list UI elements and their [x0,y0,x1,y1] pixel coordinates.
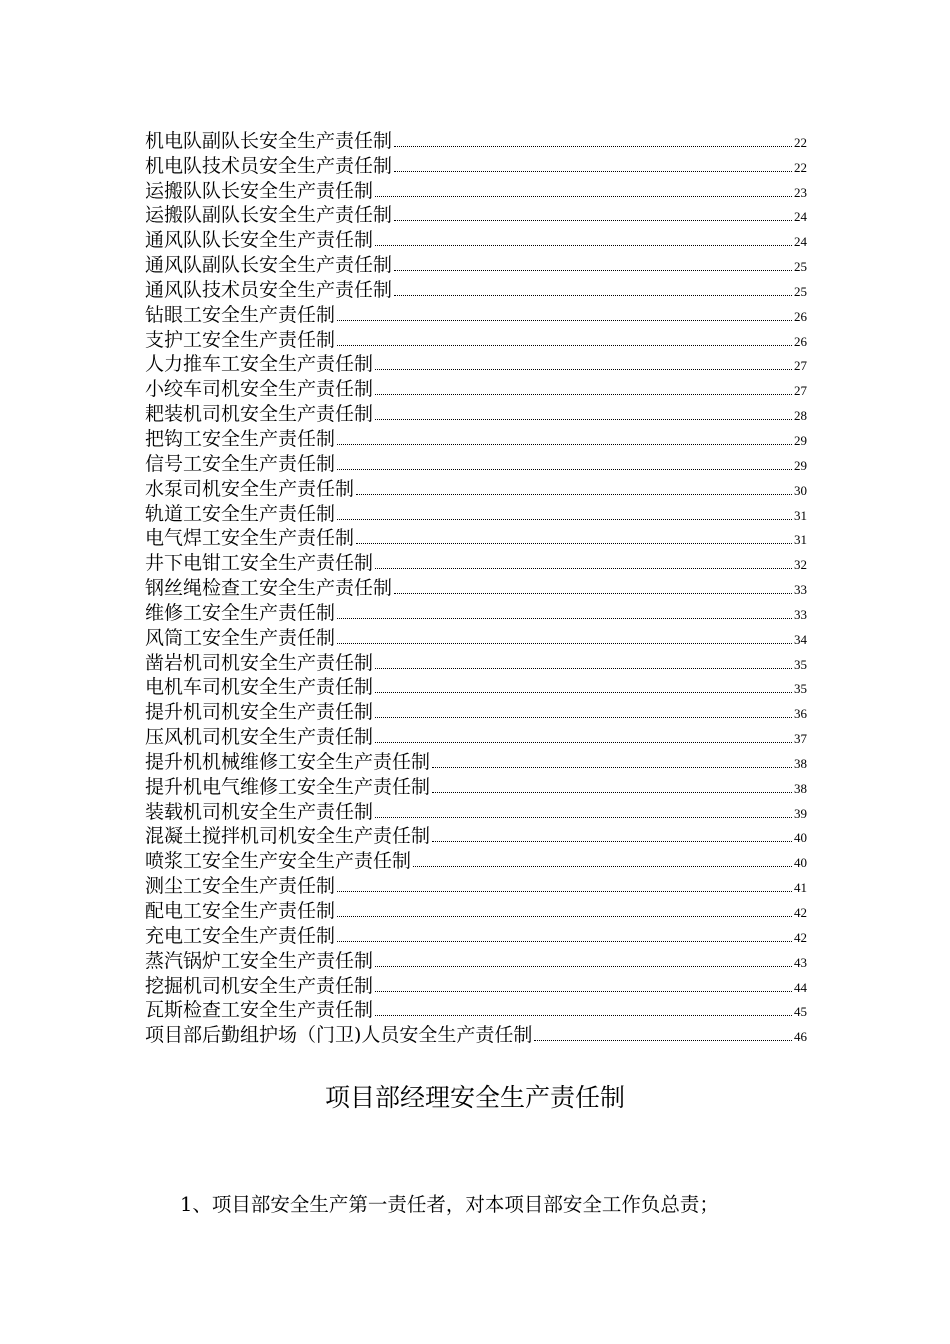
toc-dot-leader [375,966,792,967]
toc-dot-leader [432,792,792,793]
toc-entry[interactable] [145,375,807,400]
toc-entry-page-number: 23 [794,184,807,200]
toc-entry[interactable] [145,152,807,177]
toc-entry-title: 运搬队副队长安全生产责任制 [145,204,393,227]
toc-entry-page-number: 33 [794,582,807,598]
toc-entry[interactable] [145,425,807,450]
toc-entry[interactable] [145,872,807,897]
toc-entry-title: 充电工安全生产责任制 [145,924,336,947]
toc-entry-title: 人力推车工安全生产责任制 [145,353,374,376]
toc-dot-leader [375,1015,792,1016]
toc-entry-title: 耙装机司机安全生产责任制 [145,403,374,426]
toc-entry-title: 把钩工安全生产责任制 [145,427,336,450]
toc-dot-leader [375,245,792,246]
toc-entry[interactable] [145,698,807,723]
toc-entry-page-number: 25 [794,283,807,299]
toc-entry-title: 通风队队长安全生产责任制 [145,229,374,252]
toc-entry[interactable] [145,823,807,848]
toc-entry-page-number: 24 [794,234,807,250]
toc-entry-page-number: 36 [794,706,807,722]
table-of-contents [145,127,807,1046]
toc-dot-leader [356,494,792,495]
toc-entry[interactable] [145,773,807,798]
toc-dot-leader [375,196,792,197]
toc-entry-title: 喷浆工安全生产安全生产责任制 [145,850,412,873]
toc-entry-title: 支护工安全生产责任制 [145,328,336,351]
toc-entry[interactable] [145,997,807,1022]
toc-entry-page-number: 27 [794,383,807,399]
toc-entry-title: 信号工安全生产责任制 [145,452,336,475]
toc-entry-page-number: 27 [794,358,807,374]
toc-entry-title: 提升机电气维修工安全生产责任制 [145,775,431,798]
toc-entry-page-number: 46 [794,1029,807,1045]
toc-entry-page-number: 29 [794,457,807,473]
toc-entry[interactable] [145,475,807,500]
toc-entry[interactable] [145,276,807,301]
toc-entry-title: 装载机司机安全生产责任制 [145,800,374,823]
toc-dot-leader [337,469,792,470]
toc-entry[interactable] [145,897,807,922]
toc-entry-title: 电机车司机安全生产责任制 [145,676,374,699]
toc-entry[interactable] [145,450,807,475]
toc-entry[interactable] [145,500,807,525]
toc-entry-page-number: 42 [794,905,807,920]
toc-entry-title: 配电工安全生产责任制 [145,900,336,922]
toc-entry-title: 钻眼工安全生产责任制 [145,303,336,326]
toc-entry-title: 机电队技术员安全生产责任制 [145,154,393,177]
toc-entry[interactable] [145,177,807,202]
toc-entry-page-number: 44 [794,979,807,995]
toc-dot-leader [375,817,792,818]
toc-entry[interactable] [145,674,807,699]
toc-entry-title: 机电队副队长安全生产责任制 [145,129,393,152]
toc-entry-page-number: 22 [794,134,807,150]
toc-entry[interactable] [145,649,807,674]
toc-entry-page-number: 42 [794,929,807,945]
toc-entry-title: 瓦斯检查工安全生产责任制 [145,999,374,1022]
toc-entry-title: 蒸汽锅炉工安全生产责任制 [145,949,374,972]
toc-entry-page-number: 31 [794,507,807,523]
toc-entry-page-number: 45 [794,1004,807,1020]
toc-entry-page-number: 32 [794,557,807,573]
toc-entry[interactable] [145,251,807,276]
toc-entry-title: 凿岩机司机安全生产责任制 [145,651,374,674]
toc-entry-page-number: 40 [794,830,807,846]
toc-dot-leader [375,394,792,395]
toc-entry-page-number: 26 [794,308,807,324]
toc-entry[interactable] [145,400,807,425]
toc-entry-page-number: 35 [794,656,807,672]
toc-entry[interactable] [145,599,807,624]
toc-dot-leader [337,444,792,445]
toc-entry[interactable] [145,525,807,550]
toc-dot-leader [394,270,792,271]
toc-entry-page-number: 29 [794,432,807,448]
toc-entry-page-number: 39 [794,805,807,821]
section-heading: 项目部经理安全生产责任制 [324,1083,625,1112]
toc-entry-page-number: 34 [794,631,807,647]
toc-dot-leader [356,543,792,544]
toc-dot-leader [337,345,792,346]
toc-dot-leader [375,568,792,569]
toc-entry[interactable] [145,226,807,251]
toc-dot-leader [375,668,792,669]
toc-entry-title: 井下电钳工安全生产责任制 [145,552,374,575]
toc-entry[interactable] [145,202,807,227]
toc-entry-title: 提升机机械维修工安全生产责任制 [145,750,431,773]
toc-dot-leader [432,841,792,842]
toc-entry-title: 维修工安全生产责任制 [145,601,336,624]
toc-dot-leader [394,146,792,147]
toc-dot-leader [375,419,792,420]
toc-dot-leader [394,220,792,221]
toc-entry-page-number: 41 [794,880,807,896]
toc-entry[interactable] [145,351,807,376]
toc-entry[interactable] [145,922,807,947]
toc-entry-title: 电气焊工安全生产责任制 [145,527,355,550]
toc-entry-page-number: 43 [794,954,807,970]
toc-entry-page-number: 38 [794,755,807,771]
toc-entry-title: 提升机司机安全生产责任制 [145,701,374,724]
toc-dot-leader [337,643,792,644]
toc-entry[interactable] [145,624,807,649]
toc-entry-page-number: 25 [794,259,807,275]
toc-dot-leader [337,320,792,321]
toc-entry[interactable] [145,972,807,997]
toc-entry-page-number: 28 [794,408,807,424]
toc-dot-leader [375,717,792,718]
toc-entry[interactable] [145,798,807,823]
toc-entry-page-number: 35 [794,681,807,697]
toc-entry[interactable] [145,1021,807,1046]
toc-entry-title: 轨道工安全生产责任制 [145,502,336,525]
toc-entry-page-number: 26 [794,333,807,349]
toc-entry-title: 挖掘机司机安全生产责任制 [145,974,374,997]
toc-entry-page-number: 40 [794,855,807,871]
toc-dot-leader [337,916,792,917]
toc-dot-leader [375,692,792,693]
toc-entry[interactable] [145,549,807,574]
toc-entry-title: 运搬队队长安全生产责任制 [145,179,374,202]
toc-entry[interactable] [145,326,807,351]
toc-entry-page-number: 33 [794,606,807,622]
toc-dot-leader [394,171,792,172]
toc-entry-title: 压风机司机安全生产责任制 [145,726,374,749]
toc-entry-page-number: 37 [794,731,807,747]
toc-entry-page-number: 30 [794,482,807,498]
toc-entry-title: 通风队技术员安全生产责任制 [145,278,393,301]
toc-dot-leader [413,866,792,867]
toc-entry-title: 项目部后勤组护场（门卫)人员安全生产责任制 [145,1024,533,1047]
toc-dot-leader [337,941,792,942]
toc-dot-leader [432,767,792,768]
toc-entry-page-number: 38 [794,780,807,796]
toc-entry-title: 混凝土搅拌机司机安全生产责任制 [145,825,431,848]
toc-entry[interactable] [145,748,807,773]
toc-dot-leader [375,991,792,992]
toc-entry-title: 小绞车司机安全生产责任制 [145,378,374,401]
toc-dot-leader [337,519,792,520]
toc-dot-leader [375,369,792,370]
toc-entry[interactable] [145,301,807,326]
toc-dot-leader [337,891,792,892]
toc-entry[interactable] [145,847,807,872]
body-paragraph: 1、项目部安全生产第一责任者，对本项目部安全工作负总责； [180,1193,719,1216]
toc-entry-title: 钢丝绳检查工安全生产责任制 [145,577,393,600]
toc-entry-title: 测尘工安全生产责任制 [145,875,336,898]
toc-entry-title: 水泵司机安全生产责任制 [145,477,355,500]
toc-entry[interactable] [145,127,807,152]
toc-dot-leader [394,295,792,296]
toc-entry-page-number: 22 [794,159,807,175]
toc-dot-leader [375,742,792,743]
toc-dot-leader [337,618,792,619]
toc-entry[interactable] [145,947,807,972]
toc-entry[interactable] [145,574,807,599]
toc-entry-title: 风筒工安全生产责任制 [145,626,336,649]
toc-entry[interactable] [145,723,807,748]
toc-dot-leader [394,593,792,594]
toc-entry-title: 通风队副队长安全生产责任制 [145,254,393,277]
toc-dot-leader [534,1040,792,1041]
toc-entry-page-number: 31 [794,532,807,548]
toc-entry-page-number: 24 [794,209,807,225]
